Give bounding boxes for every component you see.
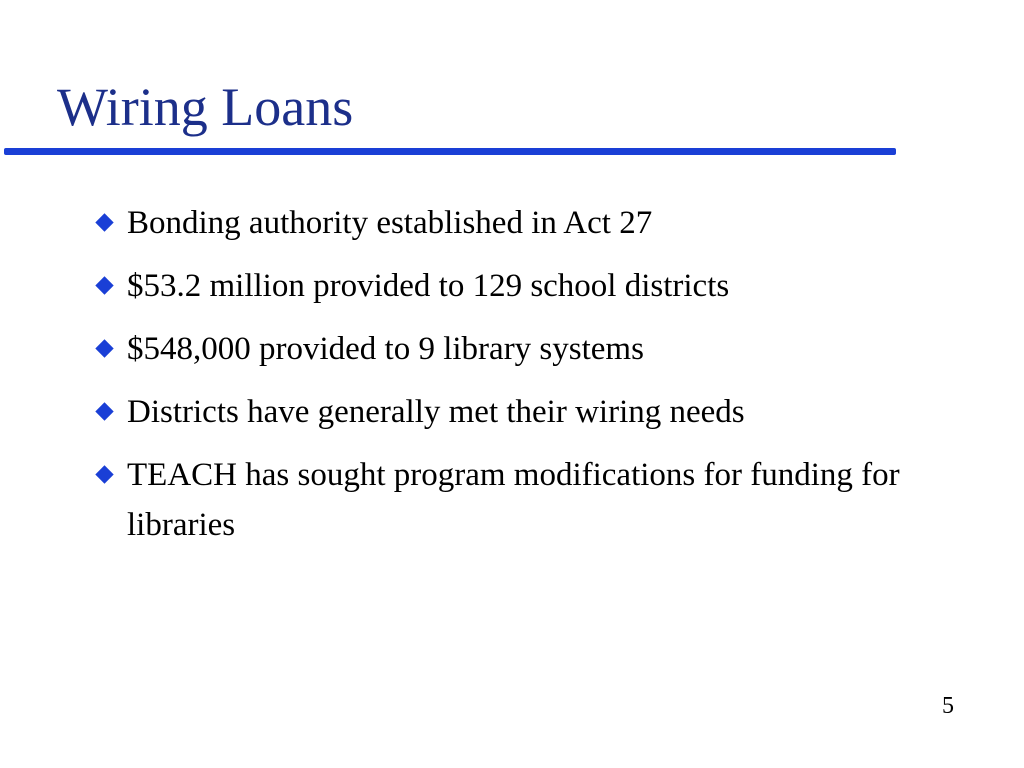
bullet-item [94, 198, 994, 248]
diamond-bullet-icon [95, 213, 113, 231]
bullet-text: TEACH has sought program modifications for funding for libraries [127, 457, 900, 543]
bullet-item [94, 387, 994, 437]
bullet-text: Districts have generally met their wiring needs [127, 394, 745, 430]
diamond-bullet-icon [95, 465, 113, 483]
bullet-text: Bonding authority established in Act 27 [127, 205, 653, 241]
diamond-bullet-icon [95, 402, 113, 420]
page-number: 5 [942, 693, 954, 719]
bullet-text: $548,000 provided to 9 library systems [127, 331, 644, 367]
diamond-bullet-icon [95, 276, 113, 294]
bullet-list [94, 198, 994, 563]
title-underline [4, 148, 896, 155]
diamond-bullet-icon [95, 339, 113, 357]
bullet-text: $53.2 million provided to 129 school districts [127, 268, 730, 304]
bullet-item [94, 261, 994, 311]
bullet-item [94, 324, 994, 374]
bullet-item [94, 450, 994, 550]
slide-title: Wiring Loans [57, 77, 354, 137]
